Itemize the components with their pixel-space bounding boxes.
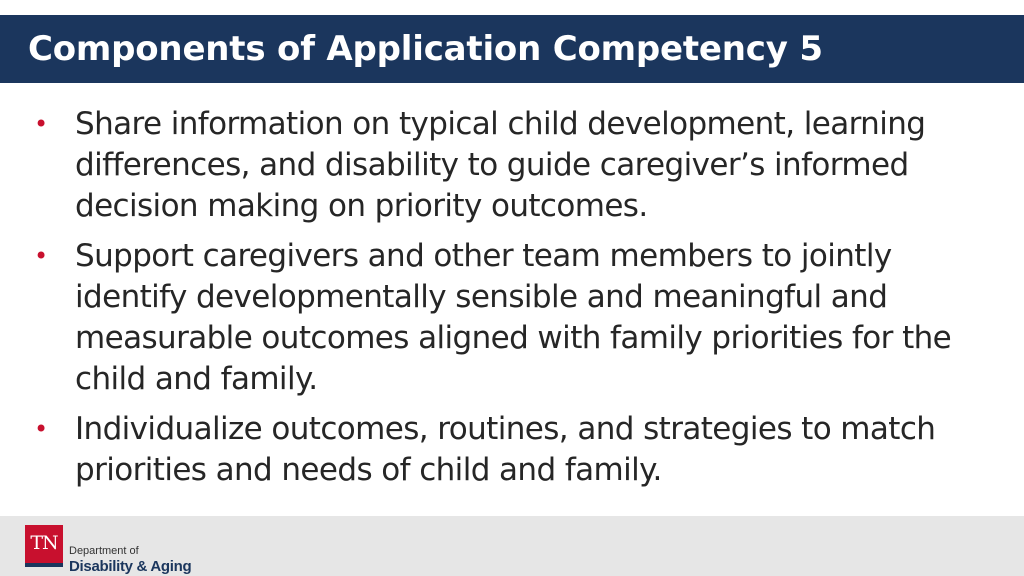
department-logo — [25, 525, 205, 575]
bullet-icon: • — [34, 415, 48, 443]
slide-title: Components of Application Competency 5 — [28, 29, 823, 69]
bullet-text: Share information on typical child development, learning differences, and disability to guide caregiver’s informed decision making on priority outcomes. — [75, 106, 926, 224]
bullet-item — [30, 104, 1005, 227]
bullet-text: Individualize outcomes, routines, and strategies to match priorities and needs of child and family. — [75, 411, 936, 488]
bullet-icon: • — [34, 242, 48, 270]
footer-bar — [0, 516, 1024, 576]
logo-abbr: TN — [30, 532, 58, 554]
bullet-text: Support caregivers and other team members to jointly identify developmentally sensible and meaningful and measurable outcomes aligned with family priorities for the child and family. — [75, 238, 952, 397]
bullet-list — [30, 104, 1005, 500]
title-bar — [0, 15, 1024, 83]
tn-logo-icon — [25, 525, 63, 567]
bullet-item — [30, 409, 1005, 491]
logo-name-line: Disability & Aging — [69, 558, 192, 575]
bullet-item — [30, 236, 1005, 400]
bullet-icon: • — [34, 110, 48, 138]
logo-dept-line: Department of — [69, 545, 139, 557]
